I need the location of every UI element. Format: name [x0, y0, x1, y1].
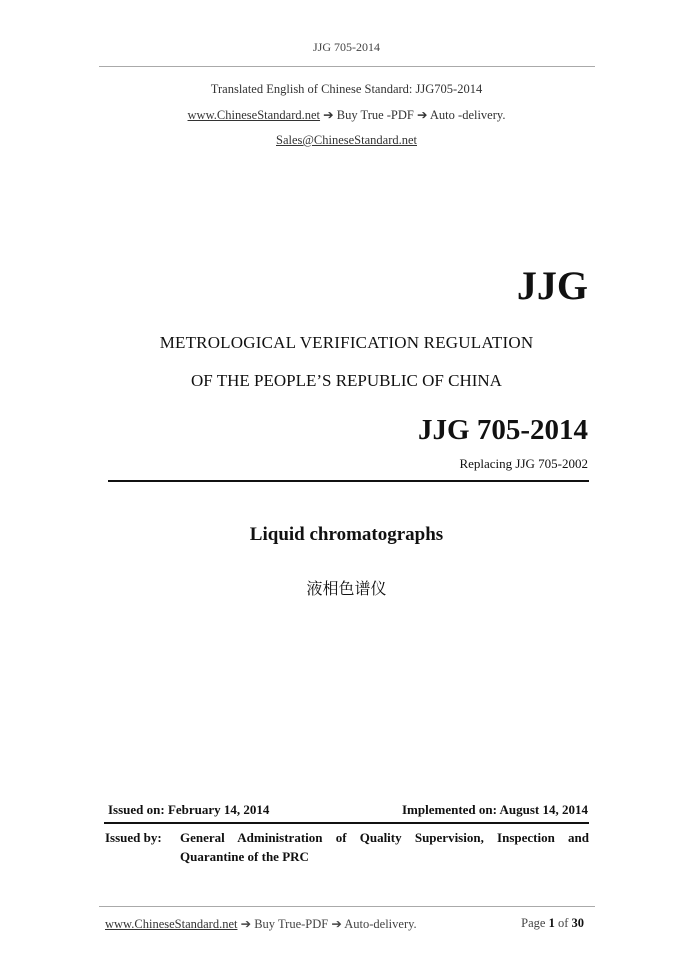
footer-divider — [99, 906, 595, 907]
sales-line — [0, 133, 693, 148]
issued-by-label: Issued by: — [105, 830, 162, 845]
regulation-title-line2: OF THE PEOPLE’S REPUBLIC OF CHINA — [191, 371, 502, 390]
site-link[interactable]: www.ChineseStandard.net — [187, 108, 321, 122]
document-title-english: Liquid chromatographs — [249, 524, 444, 545]
footer-purchase-text: ➔ Buy True-PDF ➔ Auto-delivery. — [237, 917, 417, 931]
running-header: JJG 705-2014 — [312, 40, 380, 54]
title-divider — [108, 480, 589, 482]
page-total: 30 — [571, 916, 584, 930]
page-indicator — [521, 916, 584, 931]
page-label: Page — [521, 916, 546, 930]
replacing-note: Replacing JJG 705-2002 — [459, 456, 588, 471]
translation-note: Translated English of Chinese Standard: JJG705-2014 — [210, 82, 483, 96]
sales-email-link[interactable]: Sales@ChineseStandard.net — [276, 133, 417, 147]
page-of: of — [557, 916, 569, 930]
dates-divider — [104, 822, 589, 824]
header-divider — [99, 66, 595, 67]
purchase-line — [0, 107, 693, 123]
regulation-title-line1: METROLOGICAL VERIFICATION REGULATION — [159, 333, 534, 352]
issued-on-date: Issued on: February 14, 2014 — [108, 802, 270, 817]
implemented-on-date: Implemented on: August 14, 2014 — [402, 802, 588, 817]
issuing-authority-line2: Quarantine of the PRC — [180, 849, 309, 864]
document-title-chinese: 液相色谱仪 — [306, 579, 387, 598]
footer-purchase-line — [105, 916, 417, 932]
standard-code: JJG — [516, 263, 588, 308]
issuing-authority-line1: General Administration of Quality Supervision, Inspection and — [180, 830, 589, 845]
standard-number: JJG 705-2014 — [418, 414, 588, 446]
footer-site-link[interactable]: www.ChineseStandard.net — [105, 917, 238, 931]
purchase-text: ➔ Buy True -PDF ➔ Auto -delivery. — [320, 108, 506, 122]
page-current: 1 — [548, 916, 555, 930]
